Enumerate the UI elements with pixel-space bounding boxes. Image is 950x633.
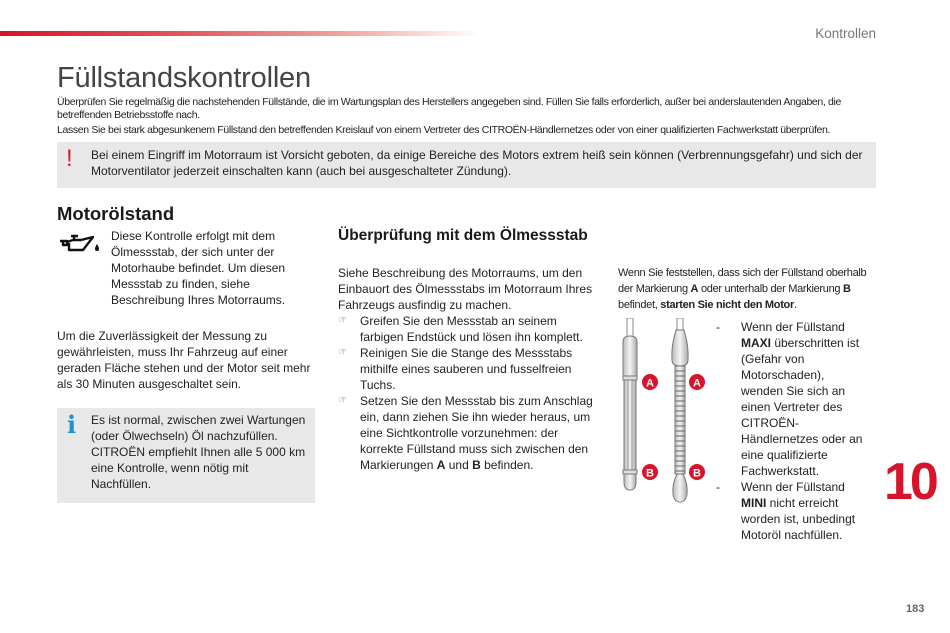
svg-text:A: A — [693, 377, 701, 390]
dipstick-flat-icon — [623, 318, 637, 490]
text: befindet, — [618, 299, 661, 311]
intro-paragraph: Lassen Sie bei stark abgesunkenem Füllstand den betreffenden Kreislauf von einem Vertreter des CITROËN-Händlernetzes oder von einer qualifizierten Fachwerkstatt überprüfen. — [57, 124, 831, 136]
step-text: und — [445, 458, 473, 472]
svg-text:B: B — [646, 467, 654, 480]
oil-can-icon — [57, 232, 103, 256]
motor-oil-heading: Motorölstand — [57, 203, 175, 224]
dipstick-illustration — [615, 318, 715, 504]
dipstick-ribbed-icon — [672, 318, 688, 502]
dash-bullet: - — [716, 480, 720, 494]
dash-bullet: - — [716, 320, 720, 334]
text: Wenn der Füllstand — [741, 320, 845, 334]
text: Wenn Sie feststellen, dass sich der Füllstand oberhalb der Markierung — [618, 267, 867, 295]
level-warning-intro — [618, 265, 880, 313]
pointing-hand-icon: ☞ — [338, 395, 347, 406]
chapter-number: 10 — [884, 453, 936, 511]
bold-warning: starten Sie nicht den Motor — [660, 299, 794, 311]
maxi-label: MAXI — [741, 336, 771, 350]
info-text: Es ist normal, zwischen zwei Wartungen (oder Ölwechseln) Öl nachzufüllen. CITROËN empfiehlt Ihnen alle 5 000 km eine Kontrolle, wenn nötig mit Nachfüllen. — [91, 413, 306, 491]
measurement-conditions: Um die Zuverlässigkeit der Messung zu gewährleisten, muss Ihr Fahrzeug auf einer geraden Fläche stehen und der Motor seit mehr als 30 Minuten ausgeschaltet sein. — [57, 329, 311, 391]
step-text: Greifen Sie den Messstab an seinem farbigen Endstück und lösen ihn komplett. — [360, 314, 583, 344]
pointing-hand-icon: ☞ — [338, 315, 347, 326]
svg-text:A: A — [646, 377, 654, 390]
page-number: 183 — [906, 603, 925, 615]
step-text: Reinigen Sie die Stange des Messstabs mithilfe eines sauberen und fusselfreien Tuchs. — [360, 346, 573, 392]
list-item — [338, 393, 600, 473]
text: oder unterhalb der Markierung — [698, 283, 843, 295]
dipstick-steps-list — [338, 313, 600, 473]
text: nicht erreicht worden ist, unbedingt Motoröl nachfüllen. — [741, 496, 856, 542]
step-text: befinden. — [480, 458, 534, 472]
motor-oil-description: Diese Kontrolle erfolgt mit dem Ölmessstab, der sich unter der Motorhaube befindet. Um diesen Messstab zu finden, siehe Beschreibung Ihres Motorraums. — [111, 229, 286, 307]
intro-text — [57, 96, 877, 140]
section-label: Kontrollen — [815, 26, 876, 41]
dipstick-check-heading: Überprüfung mit dem Ölmessstab — [338, 227, 588, 244]
info-icon: i — [67, 410, 77, 439]
text: Wenn der Füllstand — [741, 480, 845, 494]
list-item — [338, 345, 600, 393]
text: überschritten ist (Gefahr von Motorschaden), wenden Sie sich an einen Vertreter des CITROËN-Händlernetzes oder an eine qualifizierte Fachwerkstatt. — [741, 336, 863, 478]
dipstick-check-intro: Siehe Beschreibung des Motorraums, um den Einbauort des Ölmessstabs im Motorraum Ihres Fahrzeugs ausfindig zu machen. — [338, 266, 593, 312]
exclamation-icon: ! — [66, 145, 73, 172]
level-warning-list — [716, 319, 866, 543]
list-item — [338, 313, 600, 345]
pointing-hand-icon: ☞ — [338, 347, 347, 358]
list-item — [716, 479, 866, 543]
mark-b: B — [843, 283, 851, 295]
svg-text:B: B — [693, 467, 701, 480]
mark-a: A — [690, 283, 699, 295]
mark-b: B — [472, 458, 481, 472]
warning-box — [57, 142, 876, 188]
header-accent-bar — [0, 31, 480, 36]
page-title: Füllstandskontrollen — [57, 62, 311, 94]
intro-paragraph: Überprüfen Sie regelmäßig die nachstehenden Füllstände, die im Wartungsplan des Herstellers angegeben sind. Füllen Sie falls erforderlich, außer bei anderslautenden Angaben, die betreffenden Betriebsstoffe nach. — [57, 96, 842, 121]
text: . — [793, 299, 797, 311]
mark-a: A — [436, 458, 446, 472]
list-item — [716, 319, 866, 479]
warning-text: Bei einem Eingriff im Motorraum ist Vorsicht geboten, da einige Bereiche des Motors extrem heiß sein können (Verbrennungsgefahr) und sich der Motorventilator jederzeit einschalten kann (auch bei ausgeschalteter Zündung). — [91, 148, 863, 178]
step-text: Setzen Sie den Messstab bis zum Anschlag ein, dann ziehen Sie ihn wieder heraus, um eine Sichtkontrolle vorzunehmen: der korrekte Füllstand muss sich zwischen den Markierungen — [360, 394, 593, 472]
info-box — [57, 408, 315, 503]
mini-label: MINI — [741, 496, 767, 510]
